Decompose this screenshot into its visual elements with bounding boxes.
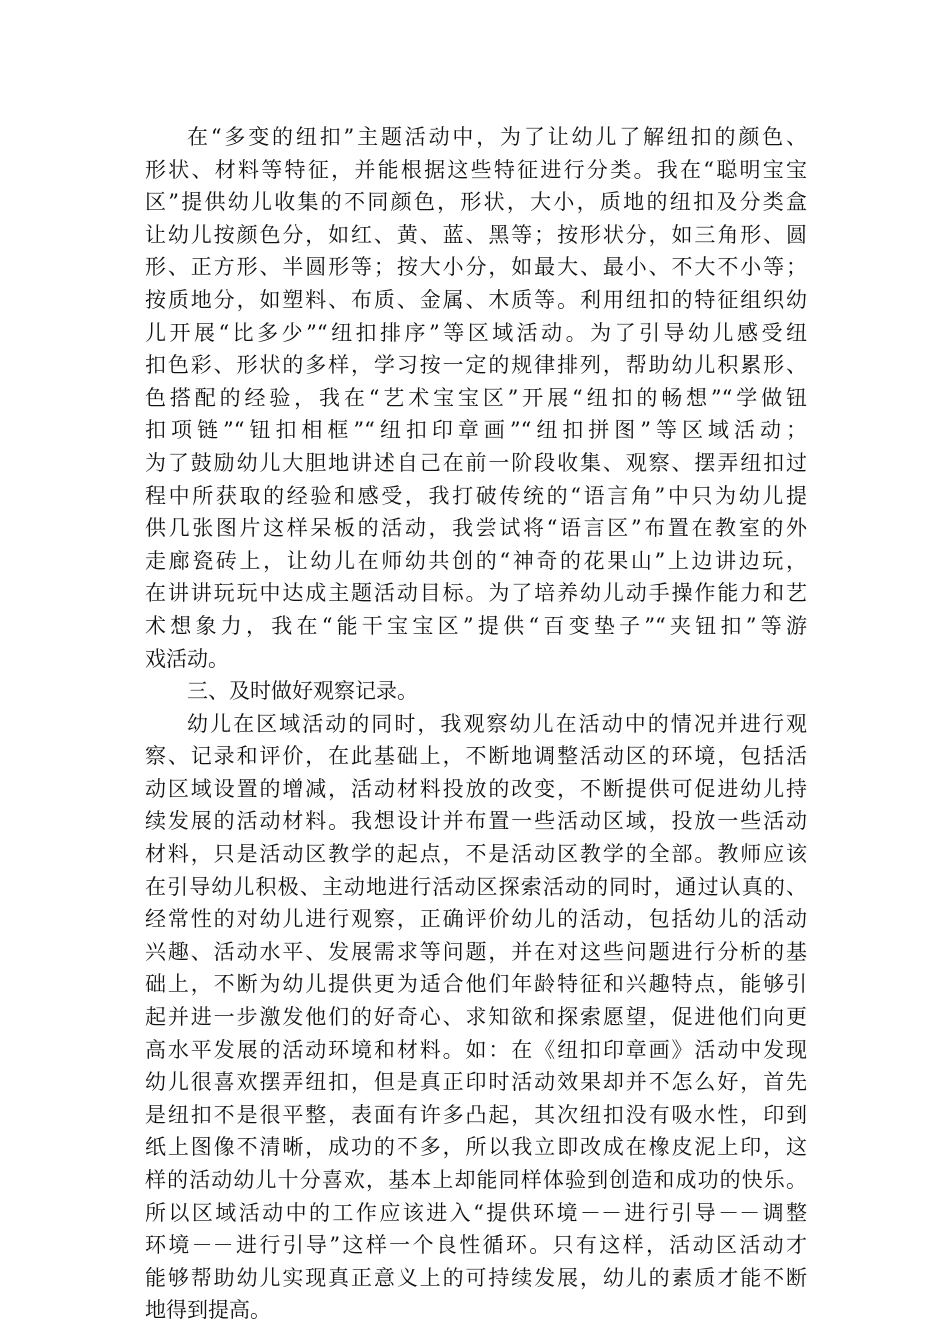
text-line: 儿开展“比多少”“纽扣排序”等区域活动。为了引导幼儿感受纽: [145, 320, 807, 345]
text-line: 在讲讲玩玩中达成主题活动目标。为了培养幼儿动手操作能力和艺: [145, 581, 807, 606]
text-line: 所以区域活动中的工作应该进入“提供环境－－进行引导－－调整: [145, 1200, 807, 1225]
text-line: 础上，不断为幼儿提供更为适合他们年龄特征和兴趣特点，能够引: [145, 972, 807, 997]
section-heading: [145, 675, 807, 708]
text-line: 高水平发展的活动环境和材料。如：在《纽扣印章画》活动中发现: [145, 1037, 807, 1062]
text-line: 术想象力，我在“能干宝宝区”提供“百变垫子”“夹钮扣”等游: [145, 613, 807, 638]
text-line: 材料，只是活动区教学的起点，不是活动区教学的全部。教师应该: [145, 842, 807, 867]
text-line: 纸上图像不清晰，成功的不多，所以我立即改成在橡皮泥上印，这: [145, 1135, 807, 1160]
text-line: 按质地分，如塑料、布质、金属、木质等。利用纽扣的特征组织幼: [145, 287, 807, 312]
text-line: 经常性的对幼儿进行观察，正确评价幼儿的活动，包括幼儿的活动: [145, 907, 807, 932]
text-line: 环境－－进行引导”这样一个良性循环。只有这样，活动区活动才: [145, 1233, 807, 1258]
text-line: 能够帮助幼儿实现真正意义上的可持续发展，幼儿的素质才能不断: [145, 1265, 807, 1290]
text-line: 形状、材料等特征，并能根据这些特征进行分类。我在“聪明宝宝: [145, 157, 807, 182]
document-body: [145, 121, 807, 1327]
text-line: 扣项链”“钮扣相框”“纽扣印章画”“纽扣拼图”等区域活动；: [145, 418, 807, 443]
text-line: 扣色彩、形状的多样，学习按一定的规律排列，帮助幼儿积累形、: [145, 353, 807, 378]
text-line: 幼儿在区域活动的同时，我观察幼儿在活动中的情况并进行观: [187, 711, 807, 736]
text-line: 供几张图片这样呆板的活动，我尝试将“语言区”布置在教室的外: [145, 516, 807, 541]
paragraph: [145, 708, 807, 1327]
text-line: 三、及时做好观察记录。: [187, 679, 418, 704]
text-line: 起并进一步激发他们的好奇心、求知欲和探索愿望，促进他们向更: [145, 1005, 807, 1030]
text-line: 区”提供幼儿收集的不同颜色，形状，大小，质地的纽扣及分类盒: [145, 190, 807, 215]
text-line: 兴趣、活动水平、发展需求等问题，并在对这些问题进行分析的基: [145, 939, 807, 964]
text-line: 程中所获取的经验和感受，我打破传统的“语言角”中只为幼儿提: [145, 483, 807, 508]
text-line: 动区域设置的增减，活动材料投放的改变，不断提供可促进幼儿持: [145, 776, 807, 801]
text-line: 地得到提高。: [145, 1298, 271, 1323]
text-line: 样的活动幼儿十分喜欢，基本上却能同样体验到创造和成功的快乐。: [145, 1168, 807, 1192]
text-line: 察、记录和评价，在此基础上，不断地调整活动区的环境，包括活: [145, 744, 807, 769]
text-line: 幼儿很喜欢摆弄纽扣，但是真正印时活动效果却并不怎么好，首先: [145, 1070, 807, 1095]
text-line: 走廊瓷砖上，让幼儿在师幼共创的“神奇的花果山”上边讲边玩，: [145, 548, 807, 573]
text-line: 让幼儿按颜色分，如红、黄、蓝、黑等；按形状分，如三角形、圆: [145, 222, 807, 247]
text-line: 戏活动。: [145, 646, 229, 671]
text-line: 形、正方形、半圆形等；按大小分，如最大、最小、不大不小等；: [145, 255, 807, 280]
text-line: 为了鼓励幼儿大胆地讲述自己在前一阶段收集、观察、摆弄纽扣过: [145, 450, 807, 475]
text-line: 色搭配的经验，我在“艺术宝宝区”开展“纽扣的畅想”“学做钮: [145, 385, 807, 410]
text-line: 在“多变的纽扣”主题活动中，为了让幼儿了解纽扣的颜色、: [187, 125, 807, 149]
text-line: 在引导幼儿积极、主动地进行活动区探索活动的同时，通过认真的、: [145, 874, 807, 899]
paragraph: [145, 121, 807, 675]
text-line: 续发展的活动材料。我想设计并布置一些活动区域，投放一些活动: [145, 809, 807, 834]
text-line: 是纽扣不是很平整，表面有许多凸起，其次纽扣没有吸水性，印到: [145, 1102, 807, 1127]
